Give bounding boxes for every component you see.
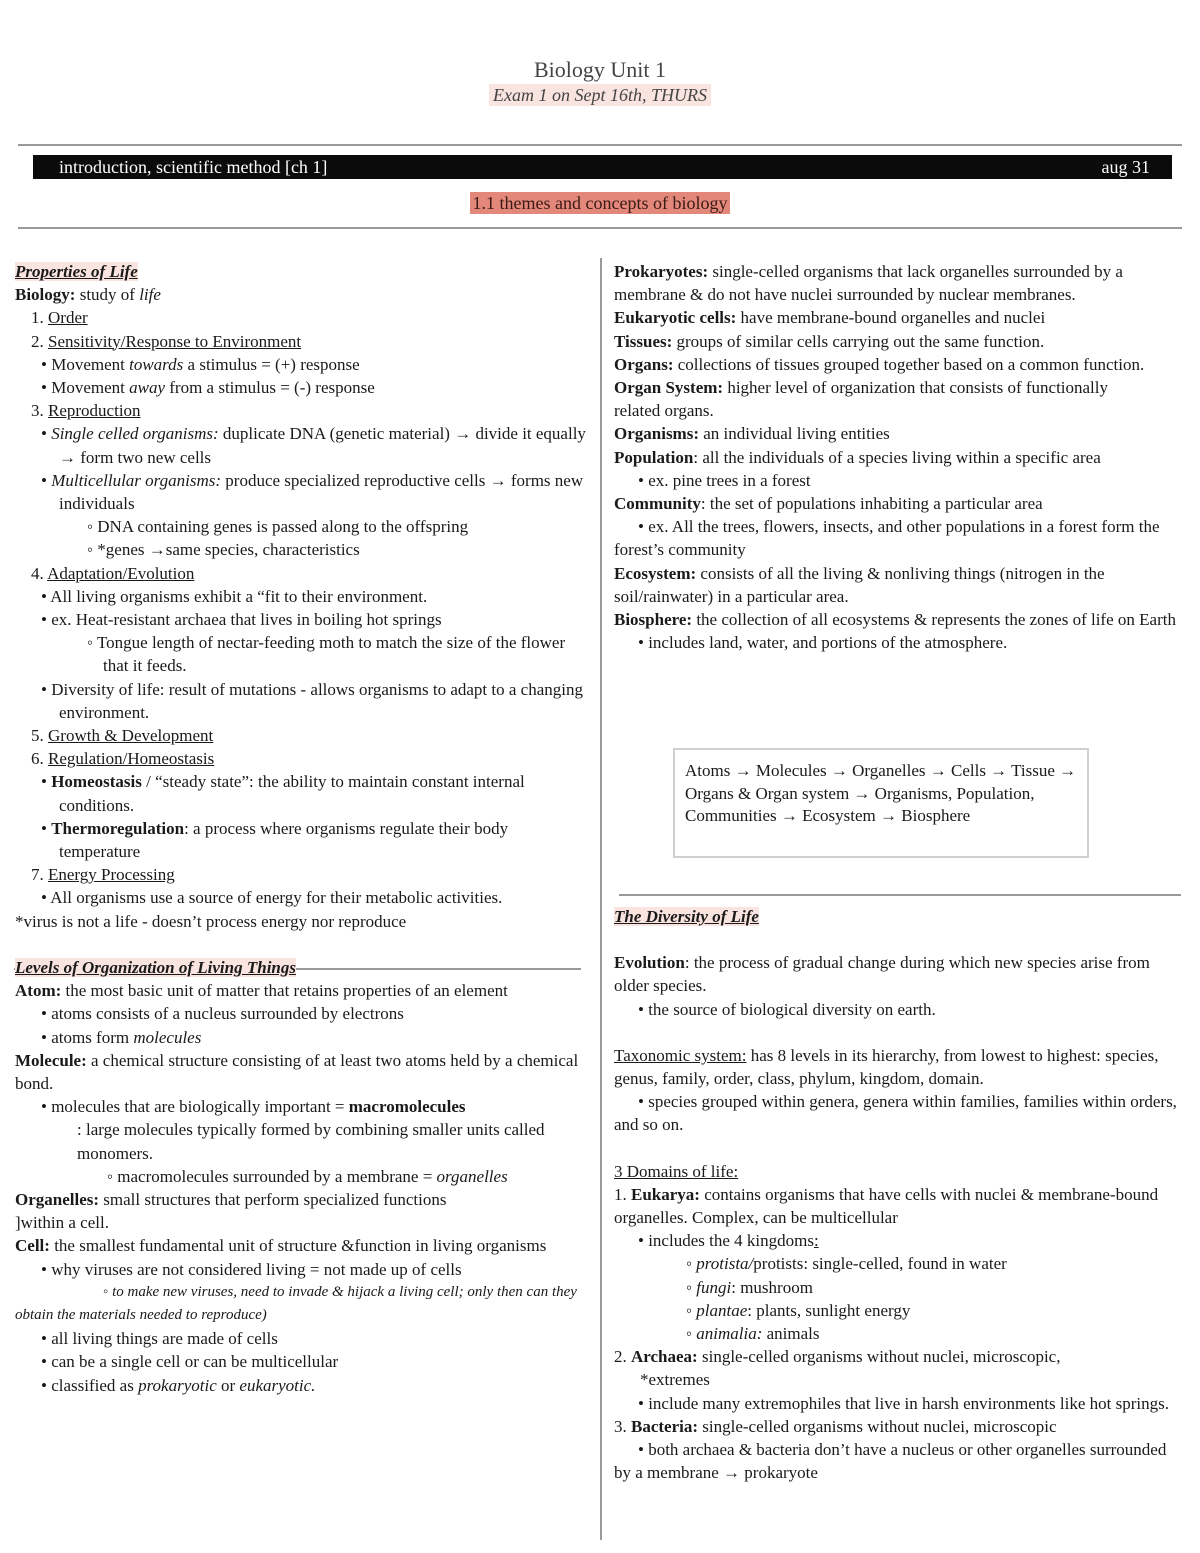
population-definition: Population: all the individuals of a species living within a specific area xyxy=(614,447,1101,467)
property-growth: 5. Growth & Development xyxy=(31,726,214,746)
domain-eukarya: 1. Eukarya: contains organisms that have cells with nuclei & membrane-bound organelles. Complex, can be multicellular xyxy=(614,1184,1159,1228)
right-column xyxy=(614,260,1184,654)
hierarchy-box: Atoms → Molecules → Organelles → Cells → Tissue → Organs & Organ system → Organisms, Population, Communities → Ecosystem → Biosphere xyxy=(673,748,1089,858)
diversity-heading: The Diversity of Life xyxy=(614,907,759,926)
chapter-date: aug 31 xyxy=(1101,157,1150,177)
property-adaptation: 4. Adaptation/Evolution xyxy=(31,563,195,583)
domains-heading: 3 Domains of life: xyxy=(614,1161,739,1181)
virus-note: *virus is not a life - doesn’t process energy nor reproduce xyxy=(15,911,407,931)
list-item: • All organisms use a source of energy for their metabolic activities. xyxy=(41,888,503,908)
column-divider xyxy=(600,258,602,1540)
document-title: Biology Unit 1 xyxy=(533,57,666,82)
chapter-bar xyxy=(33,155,1172,179)
list-item: • Thermoregulation: a process where organisms regulate their body temperature xyxy=(41,818,509,862)
organ-system-definition: Organ System: higher level of organization that consists of functionally related organs. xyxy=(614,378,1109,421)
list-item: • classified as prokaryotic or eukaryotic. xyxy=(41,1375,316,1395)
property-reproduction: 3. Reproduction xyxy=(31,401,141,421)
list-item: • the source of biological diversity on earth. xyxy=(638,999,936,1019)
organelles-continued: ]within a cell. xyxy=(15,1213,109,1233)
list-item: • both archaea & bacteria don’t have a nucleus or other organelles surrounded by a membrane → prokaryote xyxy=(614,1440,1167,1483)
property-regulation: 6. Regulation/Homeostasis xyxy=(31,749,215,769)
document-header xyxy=(0,56,1200,106)
left-column xyxy=(15,260,590,1397)
property-order: 1. Order xyxy=(31,308,88,328)
section-tag xyxy=(0,191,1200,215)
kingdom-item: ◦ protista/protists: single-celled, found in water xyxy=(686,1254,1007,1274)
list-item: ◦ to make new viruses, need to invade & hijack a living cell; only then can they obtain the materials needed to reproduce) xyxy=(15,1283,577,1323)
community-definition: Community: the set of populations inhabiting a particular area xyxy=(614,494,1043,514)
list-item: • Movement towards a stimulus = (+) response xyxy=(41,354,360,374)
list-item: ◦ DNA containing genes is passed along to the offspring xyxy=(87,517,469,537)
kingdom-item: ◦ fungi: mushroom xyxy=(686,1277,813,1297)
list-item: • include many extremophiles that live in harsh environments like hot springs. xyxy=(638,1393,1169,1413)
list-item: • species grouped within genera, genera within families, families within orders, and so on. xyxy=(614,1092,1177,1135)
list-item: • atoms consists of a nucleus surrounded by electrons xyxy=(41,1004,404,1024)
chapter-title: introduction, scientific method [ch 1] xyxy=(59,157,328,177)
property-energy: 7. Energy Processing xyxy=(31,865,175,885)
prokaryotes-definition: Prokaryotes: single-celled organisms that lack organelles surrounded by a membrane & do not have nuclei surrounded by nuclear membranes. xyxy=(614,262,1123,305)
atom-definition: Atom: the most basic unit of matter that retains properties of an element xyxy=(15,981,508,1001)
cell-definition: Cell: the smallest fundamental unit of structure &function in living organisms xyxy=(15,1236,547,1256)
list-item: • ex. Heat-resistant archaea that lives in boiling hot springs xyxy=(41,610,442,630)
properties-heading: Properties of Life xyxy=(15,262,138,281)
list-item: • molecules that are biologically important = macromolecules xyxy=(41,1097,466,1117)
right-section-divider xyxy=(619,894,1181,896)
list-item: • All living organisms exhibit a “fit to their environment. xyxy=(41,586,428,606)
biosphere-definition: Biosphere: the collection of all ecosystems & represents the zones of life on Earth xyxy=(614,610,1176,630)
list-item: • atoms form molecules xyxy=(41,1027,202,1047)
domain-archaea: 2. Archaea: single-celled organisms without nuclei, microscopic, xyxy=(614,1347,1061,1367)
list-item: • Homeostasis / “steady state”: the ability to maintain constant internal conditions. xyxy=(41,772,525,815)
list-item: *extremes xyxy=(640,1370,710,1390)
domain-bacteria: 3. Bacteria: single-celled organisms without nuclei, microscopic xyxy=(614,1416,1057,1436)
list-item: • why viruses are not considered living = not made up of cells xyxy=(41,1259,462,1279)
list-item: • includes the 4 kingdoms: xyxy=(638,1231,819,1251)
list-item: • Single celled organisms: duplicate DNA (genetic material) → divide it equally → form two new cells xyxy=(41,424,586,467)
diversity-section xyxy=(614,905,1184,1484)
list-item: • ex. All the trees, flowers, insects, and other populations in a forest form the forest’s community xyxy=(614,517,1160,560)
ecosystem-definition: Ecosystem: consists of all the living & nonliving things (nitrogen in the soil/rainwater) in a particular area. xyxy=(614,563,1105,606)
molecule-definition: Molecule: a chemical structure consisting of at least two atoms held by a chemical bond. xyxy=(15,1050,579,1093)
list-item: • all living things are made of cells xyxy=(41,1329,278,1349)
exam-date: Exam 1 on Sept 16th, THURS xyxy=(489,84,711,106)
top-rule xyxy=(18,144,1182,146)
taxonomic-definition: Taxonomic system: has 8 levels in its hierarchy, from lowest to highest: species, genus, family, order, class, phylum, kingdom, domain. xyxy=(614,1045,1159,1089)
organelles-definition: Organelles: small structures that perform specialized functions xyxy=(15,1189,447,1209)
kingdom-item: ◦ animalia: animals xyxy=(686,1324,820,1344)
tissues-definition: Tissues: groups of similar cells carrying out the same function. xyxy=(614,331,1045,351)
levels-heading: Levels of Organization of Living Things xyxy=(15,957,296,977)
kingdom-item: ◦ plantae: plants, sunlight energy xyxy=(686,1300,911,1320)
list-item: • includes land, water, and portions of the atmosphere. xyxy=(638,633,1008,653)
list-item: • ex. pine trees in a forest xyxy=(638,470,811,490)
list-item: ◦ macromolecules surrounded by a membrane = organelles xyxy=(107,1166,508,1186)
list-item: • Diversity of life: result of mutations - allows organisms to adapt to a changing environment. xyxy=(41,679,583,722)
section-tag-label: 1.1 themes and concepts of biology xyxy=(470,192,731,214)
eukaryotic-definition: Eukaryotic cells: have membrane-bound organelles and nuclei xyxy=(614,308,1046,328)
list-item: • can be a single cell or can be multicellular xyxy=(41,1352,339,1372)
organisms-definition: Organisms: an individual living entities xyxy=(614,424,890,444)
evolution-definition: Evolution: the process of gradual change during which new species arise from older species. xyxy=(614,953,1150,996)
list-item: ◦ Tongue length of nectar-feeding moth to match the size of the flower that it feeds. xyxy=(87,633,566,676)
list-item: : large molecules typically formed by combining smaller units called monomers. xyxy=(77,1120,545,1163)
property-sensitivity: 2. Sensitivity/Response to Environment xyxy=(31,331,302,351)
biology-definition: Biology: study of life xyxy=(15,285,161,305)
list-item: • Multicellular organisms: produce specialized reproductive cells → forms new individuals xyxy=(41,470,584,514)
section-rule xyxy=(18,227,1182,229)
list-item: • Movement away from a stimulus = (-) response xyxy=(41,378,375,398)
organs-definition: Organs: collections of tissues grouped together based on a common function. xyxy=(614,354,1145,374)
list-item: ◦ *genes →same species, characteristics xyxy=(87,540,360,560)
